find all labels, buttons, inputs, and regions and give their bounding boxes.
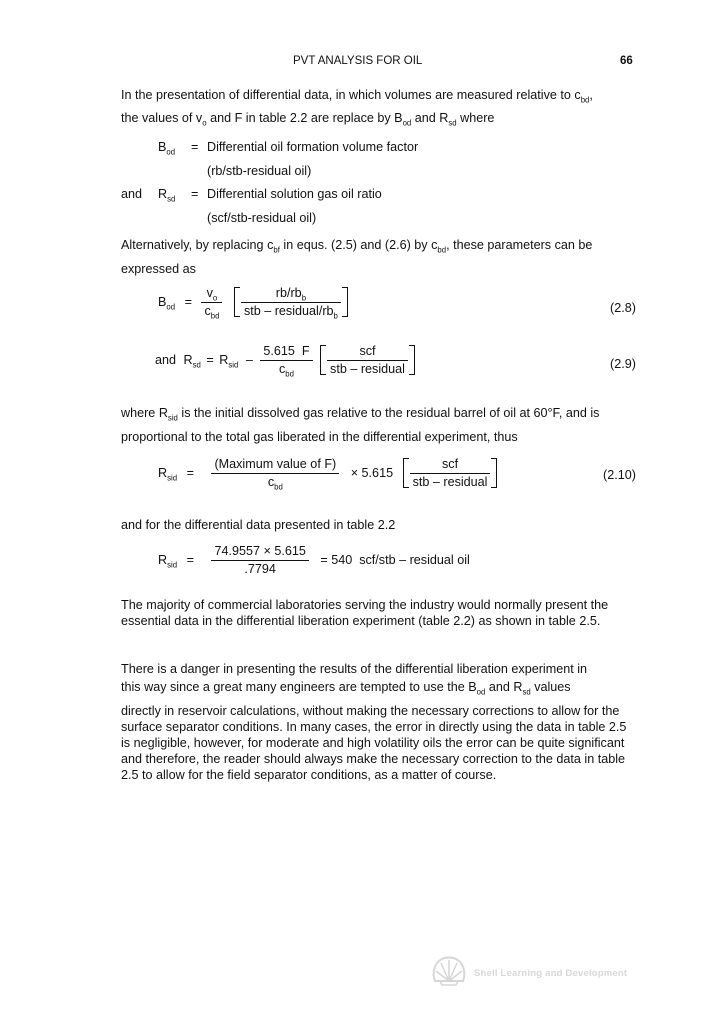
definition-rsd-text: Differential solution gas oil ratio [207,187,382,201]
paragraph-6-continued: directly in reservoir calculations, without making the necessary corrections to allow for the surface separator conditions. In many cases, the error in directly using the data in table 2.5 is negligible, however, for moderate and high volatility oils the error can be quite significant and therefore, the reader should always make the necessary correction to the data in table 2.5 to allow for the field separator conditions, as a matter of course. [121,704,627,782]
equation-number-2-10: (2.10) [603,468,636,482]
equation-rsid-calculation: $R_{sid}$ = $\frac{74.9557 \times 5.615}{.7794}$ = 540 scf/stb – residual oil [158,544,470,576]
equation-2-9-fraction: $\frac{5.615 F}{c_{bd}}$ [260,345,312,375]
definition-rsd-equals: = [191,187,199,201]
definition-bod-text: Differential oil formation volume factor [207,140,419,154]
equation-2-8-bracket: $\frac{rb/rb_b}{stb - residual/rb_b}$ [234,287,348,317]
calculation-fraction: $\frac{74.9557 \times 5.615}{.7794}$ [211,545,308,575]
paragraph-6-line-1: There is a danger in presenting the results of the differential liberation experiment in [121,662,588,676]
definition-and: and [121,187,143,201]
definition-bod-equals: = [191,140,199,154]
footer-brand: Shell Learning and Development [474,968,628,979]
page-number: 66 [620,55,633,67]
paragraph-3-line-1: where $R_{sid}$ is the initial dissolved gas relative to the residual barrel of oil at 60°F, and is [121,406,600,423]
paragraph-4: and for the differential data presented in table 2.2 [121,518,396,532]
equation-2-10: $R_{sid}$ = $\frac{\text{(Maximum value of F)}}{c_{bd}}$ × 5.615 $\frac{\text{scf}}{\text{stb – residual}}$ [158,458,497,488]
equation-2-9: and $R_{sd} = R_{sid}$ – $\frac{5.615 F}{c_{bd}}$ $\frac{\text{scf}}{\text{stb – residual}}$ [155,345,415,375]
equation-2-9-bracket: $\frac{\text{scf}}{\text{stb – residual}}$ [320,345,415,375]
definition-rsd-units: (scf/stb-residual oil) [207,211,317,225]
equation-2-10-fraction: $\frac{\text{(Maximum value of F)}}{c_{bd}}$ [211,458,339,488]
paragraph-1-line-2: the values of $v_o$ and F in table 2.2 are replace by $B_{od}$ and $R_{sd}$ where [121,111,495,128]
equation-number-2-9: (2.9) [610,357,636,371]
paragraph-2-line-1: Alternatively, by replacing $c_{bf}$ in equs. (2.5) and (2.6) by $c_{bd}$, these parameters can be [121,238,593,255]
paragraph-6-line-2: this way since a great many engineers are tempted to use the $B_{od}$ and $R_{sd}$ values [121,680,571,697]
definition-bod-symbol: $B_{od}$ [158,140,176,157]
paragraph-3-line-2: proportional to the total gas liberated in the differential experiment, thus [121,430,518,444]
definition-bod-units: (rb/stb-residual oil) [207,164,312,178]
equation-2-8: $B_{od}$ = $\frac{v_o}{c_{bd}}$ $\frac{rb/rb_b}{stb - residual/rb_b}$ [158,287,348,317]
equation-number-2-8: (2.8) [610,301,636,315]
shell-logo-icon [431,955,467,987]
paragraph-1-line-1: In the presentation of differential data, in which volumes are measured relative to $c_{bd}$, [121,88,593,105]
definition-rsd-symbol: $R_{sd}$ [158,187,176,204]
equation-2-8-fraction: $\frac{v_o}{c_{bd}}$ [201,287,222,317]
paragraph-2-line-2: expressed as [121,262,196,276]
running-header-title: PVT ANALYSIS FOR OIL [293,55,423,67]
paragraph-5: The majority of commercial laboratories serving the industry would normally present the essential data in the differential liberation experiment (table 2.2) as shown in table 2.5. [121,598,609,628]
equation-2-10-bracket: $\frac{\text{scf}}{\text{stb – residual}}$ [403,458,498,488]
